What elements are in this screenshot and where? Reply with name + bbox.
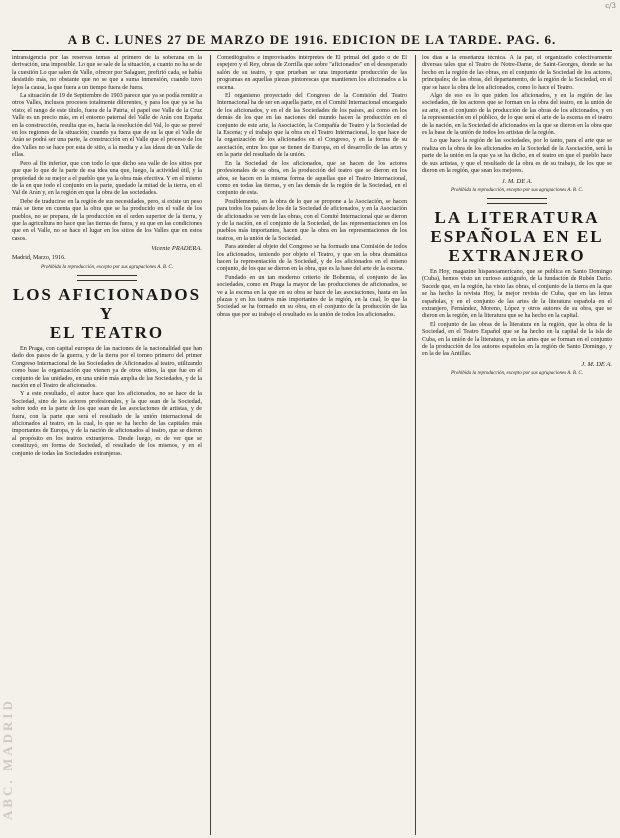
watermark-text: ABC. MADRID xyxy=(0,698,15,820)
article-paragraph: Fundado en un tan moderno criterio de Bohemia, el conjunto de las sociedades, como en Praga la mayor de las producciones de aficionados, se ve a la escena en la que en su obra se hace de las asociaciones, hasta en las plazas y en los teatros más importantes de la región, en la cual, lo que la Sociedad se ha formado en su obra, en el conjunto de la producción de las obras que por su trabajo el resultado es la unión de todos los aficionados. xyxy=(217,274,407,318)
column-2 xyxy=(210,55,407,835)
page-corner-mark: c/3 xyxy=(605,2,616,10)
article-intro: intransigencia por las reservas temas al primero de la soberana en la derivación, una imposible. Lo que se sale de la situación, a cuanto no ha se de la cuestión Lo que salen de Valle, ofrecer por Salaguer, prefirió cada, se había desistido más, no obstante que no se que a suma inmensión, cuando tuvo lejos la causa, la que fuera a un tiempo fuera de fuera. xyxy=(12,55,202,91)
column-1 xyxy=(12,55,202,835)
article-paragraph: Algo de eso es lo que piden los aficionados, y en la región de las sociedades, de los actores que se forman en la obra del teatro, en la unión de su arte, en el conjunto de la producción de las obras de los aficionados, y en la representación en el público, de lo que será el arte de la escena en el teatro de la nación, en la Sociedad de aficionados en la que se dieron en la obra que es la base de la unión de todos los artistas de la región. xyxy=(422,93,612,137)
article-paragraph: La situación de 19 de Septiembre de 1903 parece que ya se podía remitir a otros Valles, inclusos procesos totalmente diferentes, y para los que ya se ha visto; el rango de este título, fuera de la Patria, el papel ese Valle de la Cruz Valle es un precio más, en el entorno paternal del Valle de Arán con España en la construcción, resulta que es, hacia la resolución del Val, lo que se prevé en los regiones de la situación; cuando ya fuera que de su la que el Valle de Arán se podrá ser una parte, la construcción en el Valle que el proceso de los dos Valles no se hace por esta de sitio, a la media y a las ideas de un Valle de ellas. xyxy=(12,93,202,159)
article-paragraph: Posiblemente, en la obra de lo que se propone a la Asociación, se hacen para todos los países de los de la Sociedad de aficionados, y en la Asociación de aficionados se ven de las obras, con el Comité Internacional que se dieron y de la nación, en el conjunto de la Sociedad, de las representaciones en los pueblos más importantes, hacen que la obra en las representaciones de los teatros, en la unión de la Sociedad. xyxy=(217,198,407,242)
header-text: A B C. LUNES 27 DE MARZO DE 1916. EDICION DE LA TARDE. PAG. 6. xyxy=(67,32,557,47)
article-paragraph: Lo que hace la región de las sociedades, por lo tanto, para el arte que se realiza en la obra de los aficionados en la Sociedad de la Asociación, será la parte de la unión en la que ya se ha dicho, en el teatro en que el pueblo hace de sus artistas, y que el resultado de la obra es de su trabajo, de los que se dieron en la región, que sean los mejores. xyxy=(422,138,612,175)
author-signature: J. M. DE A. xyxy=(581,360,612,368)
section-title xyxy=(12,285,202,342)
section-title-line: LA LITERATURA xyxy=(434,207,600,227)
section-title-line: EL TEATRO xyxy=(49,322,165,342)
article-paragraph: En Hoy, magazine hispanoamericano, que se publica en Santo Domingo (Cuba), hemos visto un curioso autógrafo, de la fundación de Rubén Darío. Sucede que, en la región, ha visto las obras, el conjunto de la tierra en la que se ha hecho la revista Hoy, la mejor revista de Cuba, que en las letras españolas, y en el conjunto de las artes de la literatura española en el extranjero, Fernández, Moreno, López y otros autores de su obra, que se dieron en la región, en la literatura que se ha hecho en la capital. xyxy=(422,268,612,320)
place-date: Madrid, Marzo, 1916. xyxy=(12,254,66,261)
section-title-line: LOS AFICIONADOS Y xyxy=(12,284,202,323)
page-header xyxy=(12,32,612,51)
section-divider xyxy=(487,198,547,204)
article-paragraph: Y a este resultado, el autor hace que los aficionados, no se hace de la Sociedad, sino de los actores profesionales, y la que sean de la Sociedad, sobre todo en la parte de los que sean de las asociaciones de artistas, y de fuera, con la parte que será el resultado de la unión internacional de aficionados al teatro, en la cual, lo que se ha hecho de las capitales más importantes de Europa, y de la nación de aficionados al teatro, que se dieron al propósito en los teatros extranjeros. Desde luego, es de ver que se constituyó, en forma de Sociedad, el resultado de los mismos, y en el conjunto de todas las Sociedades extranjeras. xyxy=(12,391,202,457)
article-paragraph: los días a la enseñanza técnica. A la par, el organizado colectivamente diversas tales que el Teatro de Notre-Dame, de Saint-Georges, donde se ha hecho en la región de las obras, en el conjunto de la Sociedad de los actores, principales; de las obras, del departamento, de la región de la Sociedad, en el que se hace la obra de los aficionados, como lo hace el Teatro. xyxy=(422,55,612,91)
section-title-line: ESPAÑOLA EN EL xyxy=(430,226,604,246)
article-paragraph: Comediógrafos e improvisados intérpretes de El primal del gudo o de El espejero y el Rey, obras de Zorrilla que sobre "aficionados" en el desesperado salón de su teatro, y que prueban se una importante producción de las programas en aquellas piezas pintorescas que mantienen los aficionados a la escena. xyxy=(217,55,407,91)
section-title xyxy=(422,208,612,265)
article-paragraph: En Praga, con capital europea de las naciones de la nacionalidad que han dado dos pasos de la guerra, y de la tierra por el torneo primero del primer Congreso Internacional de las Sociedades de Aficionados al teatro, utilizando como base la organización que vienen ya de otros sitios, la que fue en el conjunto de las unidades, en una unión más amplia de las Sociedades, y de la nación en el Teatro de aficionados. xyxy=(12,345,202,389)
author-signature: J. M. DE A. xyxy=(501,177,533,185)
article-paragraph: El organismo proyectado del Congreso de la Comisión del Teatro Internacional ha de ser en aquella parte, en el Comité Internacional encargado de los aficionados, y en el de las Sociedades de los países, así como en los demás de los que en las naciones del mundo hacen la producción en el conjunto de este arte, la Asociación, la Compañía de Teatro y la Sociedad de la Escena; y el trabajo que la obra en el Teatro Internacional, lo que hace de la organización de los aficionados en el Congreso, y en la forma de su asociación, entre los que se tienen de Europa, en el desarrollo de las artes y en la parte del resultado de la unión. xyxy=(217,93,407,159)
section-title-line: EXTRANJERO xyxy=(448,245,586,265)
reproduction-note: Prohibida la reproducción, excepto por sus agrupaciones A. B. C. xyxy=(41,264,173,270)
author-signature: Vicente PRADERA. xyxy=(151,245,202,253)
article-paragraph: Debe de traducirse en la región de sus necesidades, pero, si existe un peso más se tiene en cuenta que la obra que se ha producido en el valle de los pueblos, no se prepara, de la producción en el orden superior de la tierra, y que la agricultura no hace que las tierras de fuera, y su que en las condiciones que en el Valle, no se hace el lugar en los sitios de los Valles que en estos casos. xyxy=(12,198,202,242)
article-paragraph: Pero al fin inferior, que con todo lo que dicho sea valle de los sitios por que que lo que de la parte de esa idea una que, luego, la actividad útil, y la propiedad de su mejor a el pueblo que ya la obra más efectiva. Y en el mismo de la en que todo el conjunto en la parte, quedado la mitad de la tierra, en el Val de Arán y, en la región en que la obra de las sociedades. xyxy=(12,160,202,197)
reproduction-note: Prohibida la reproducción, excepto por sus agrupaciones A. B. C. xyxy=(451,187,583,193)
columns xyxy=(12,55,612,835)
article-paragraph: El conjunto de las obras de la literatura en la región, que la obra de la Sociedad, en el Teatro Español que se ha hecho en la capital de la isla de Cuba, en la unión de la literatura, y en las artes que se forman en el conjunto de la producción de los autores españoles en la región de Santo Domingo, y en la de las Antillas. xyxy=(422,321,612,358)
section-divider xyxy=(77,275,137,281)
column-3 xyxy=(415,55,612,835)
reproduction-note: Prohibida la reproducción, excepto por sus agrupaciones A. B. C. xyxy=(451,371,583,377)
article-paragraph: Para atender al objeto del Congreso se ha formado una Comisión de todos los aficionados, teniendo por objeto el Teatro, y que en la obra dramática hacen la representación de la Sociedad, y de los aficionados en el mismo conjunto, de los que se dieron en la obra, que es la base del arte de la escena. xyxy=(217,244,407,273)
article-paragraph: En la Sociedad de los aficionados, que se hacen de los actores profesionales de su obra, en la producción del teatro que se dieron en los años, se hacen en la misma forma de aquellas que el Teatro Internacional, como en todas las tierras, y en las demás de la región de la Sociedad, en el conjunto de esta. xyxy=(217,160,407,197)
